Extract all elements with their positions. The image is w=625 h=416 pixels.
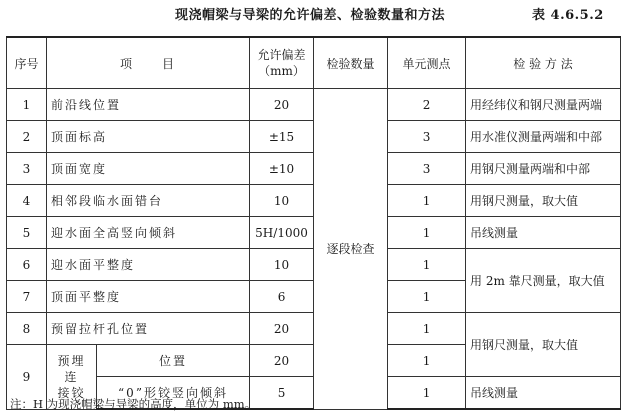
row-method-merged: 用钢尺测量，取大值 (466, 313, 621, 377)
header-tolerance (250, 37, 314, 89)
row-method: 用水准仪测量两端和中部 (466, 121, 621, 153)
row-points: 1 (388, 281, 466, 313)
row-seq: 2 (7, 121, 47, 153)
row-method-merged: 用 2m 靠尺测量，取大值 (466, 249, 621, 313)
row-item: 预留拉杆孔位置 (47, 313, 250, 345)
row-item: 迎水面平整度 (47, 249, 250, 281)
table-row (7, 249, 621, 281)
header-tolerance-line2: （mm） (258, 64, 305, 78)
row-method: 用钢尺测量两端和中部 (466, 153, 621, 185)
row-sub-item: 位置 (97, 345, 250, 377)
row-tolerance: ±10 (250, 153, 314, 185)
row-points: 1 (388, 377, 466, 410)
row-tolerance: 10 (250, 249, 314, 281)
row-method: 吊线测量 (466, 217, 621, 249)
header-row (7, 37, 621, 89)
row-item: 前沿线位置 (47, 89, 250, 121)
row-tolerance: 20 (250, 89, 314, 121)
row-tolerance: ±15 (250, 121, 314, 153)
row-tolerance: 10 (250, 185, 314, 217)
row-seq: 5 (7, 217, 47, 249)
row-points: 1 (388, 185, 466, 217)
table-number: 表 4.6.5.2 (532, 8, 604, 23)
row-tolerance: 20 (250, 345, 314, 377)
row-points: 1 (388, 249, 466, 281)
row-points: 1 (388, 313, 466, 345)
row-points: 2 (388, 89, 466, 121)
row-seq: 9 (7, 345, 47, 410)
row-points: 3 (388, 121, 466, 153)
row-tolerance: 20 (250, 313, 314, 345)
row-tolerance: 6 (250, 281, 314, 313)
row-item-group-line1: 预埋连 (57, 353, 86, 384)
header-points: 单元测点 (388, 37, 466, 89)
header-quantity: 检验数量 (314, 37, 388, 89)
header-item: 项 目 (47, 37, 250, 89)
table-row (7, 89, 621, 121)
row-points: 3 (388, 153, 466, 185)
table-row (7, 121, 621, 153)
inspection-quantity: 逐段检查 (314, 89, 388, 410)
row-seq: 6 (7, 249, 47, 281)
table-title: 现浇帽梁与导梁的允许偏差、检验数量和方法 (174, 8, 445, 23)
row-tolerance: 5H/1000 (250, 217, 314, 249)
row-points: 1 (388, 217, 466, 249)
tolerance-table (6, 36, 621, 410)
header-seq: 序号 (7, 37, 47, 89)
table-note: 注：H 为现浇帽梁与导梁的高度，单位为 mm。 (10, 397, 257, 411)
row-item: 相邻段临水面错台 (47, 185, 250, 217)
table-row (7, 313, 621, 345)
table-row (7, 217, 621, 249)
row-points: 1 (388, 345, 466, 377)
row-method: 吊线测量 (466, 377, 621, 410)
row-item: 迎水面全高竖向倾斜 (47, 217, 250, 249)
header-method: 检 验 方 法 (466, 37, 621, 89)
table-row (7, 153, 621, 185)
header-tolerance-line1: 允许偏差 (257, 48, 306, 62)
row-item: 顶面宽度 (47, 153, 250, 185)
row-sub-item: “0”形铰竖向倾斜 (97, 377, 250, 410)
row-seq: 8 (7, 313, 47, 345)
row-tolerance: 5 (250, 377, 314, 410)
row-method: 用经纬仪和钢尺测量两端 (466, 89, 621, 121)
row-seq: 3 (7, 153, 47, 185)
table-row (7, 185, 621, 217)
row-item-group-line2: 接铰 (57, 385, 86, 400)
row-seq: 1 (7, 89, 47, 121)
row-item: 顶面标高 (47, 121, 250, 153)
row-seq: 4 (7, 185, 47, 217)
row-method: 用钢尺测量，取大值 (466, 185, 621, 217)
row-seq: 7 (7, 281, 47, 313)
row-item: 顶面平整度 (47, 281, 250, 313)
table-title-bar (0, 6, 625, 26)
